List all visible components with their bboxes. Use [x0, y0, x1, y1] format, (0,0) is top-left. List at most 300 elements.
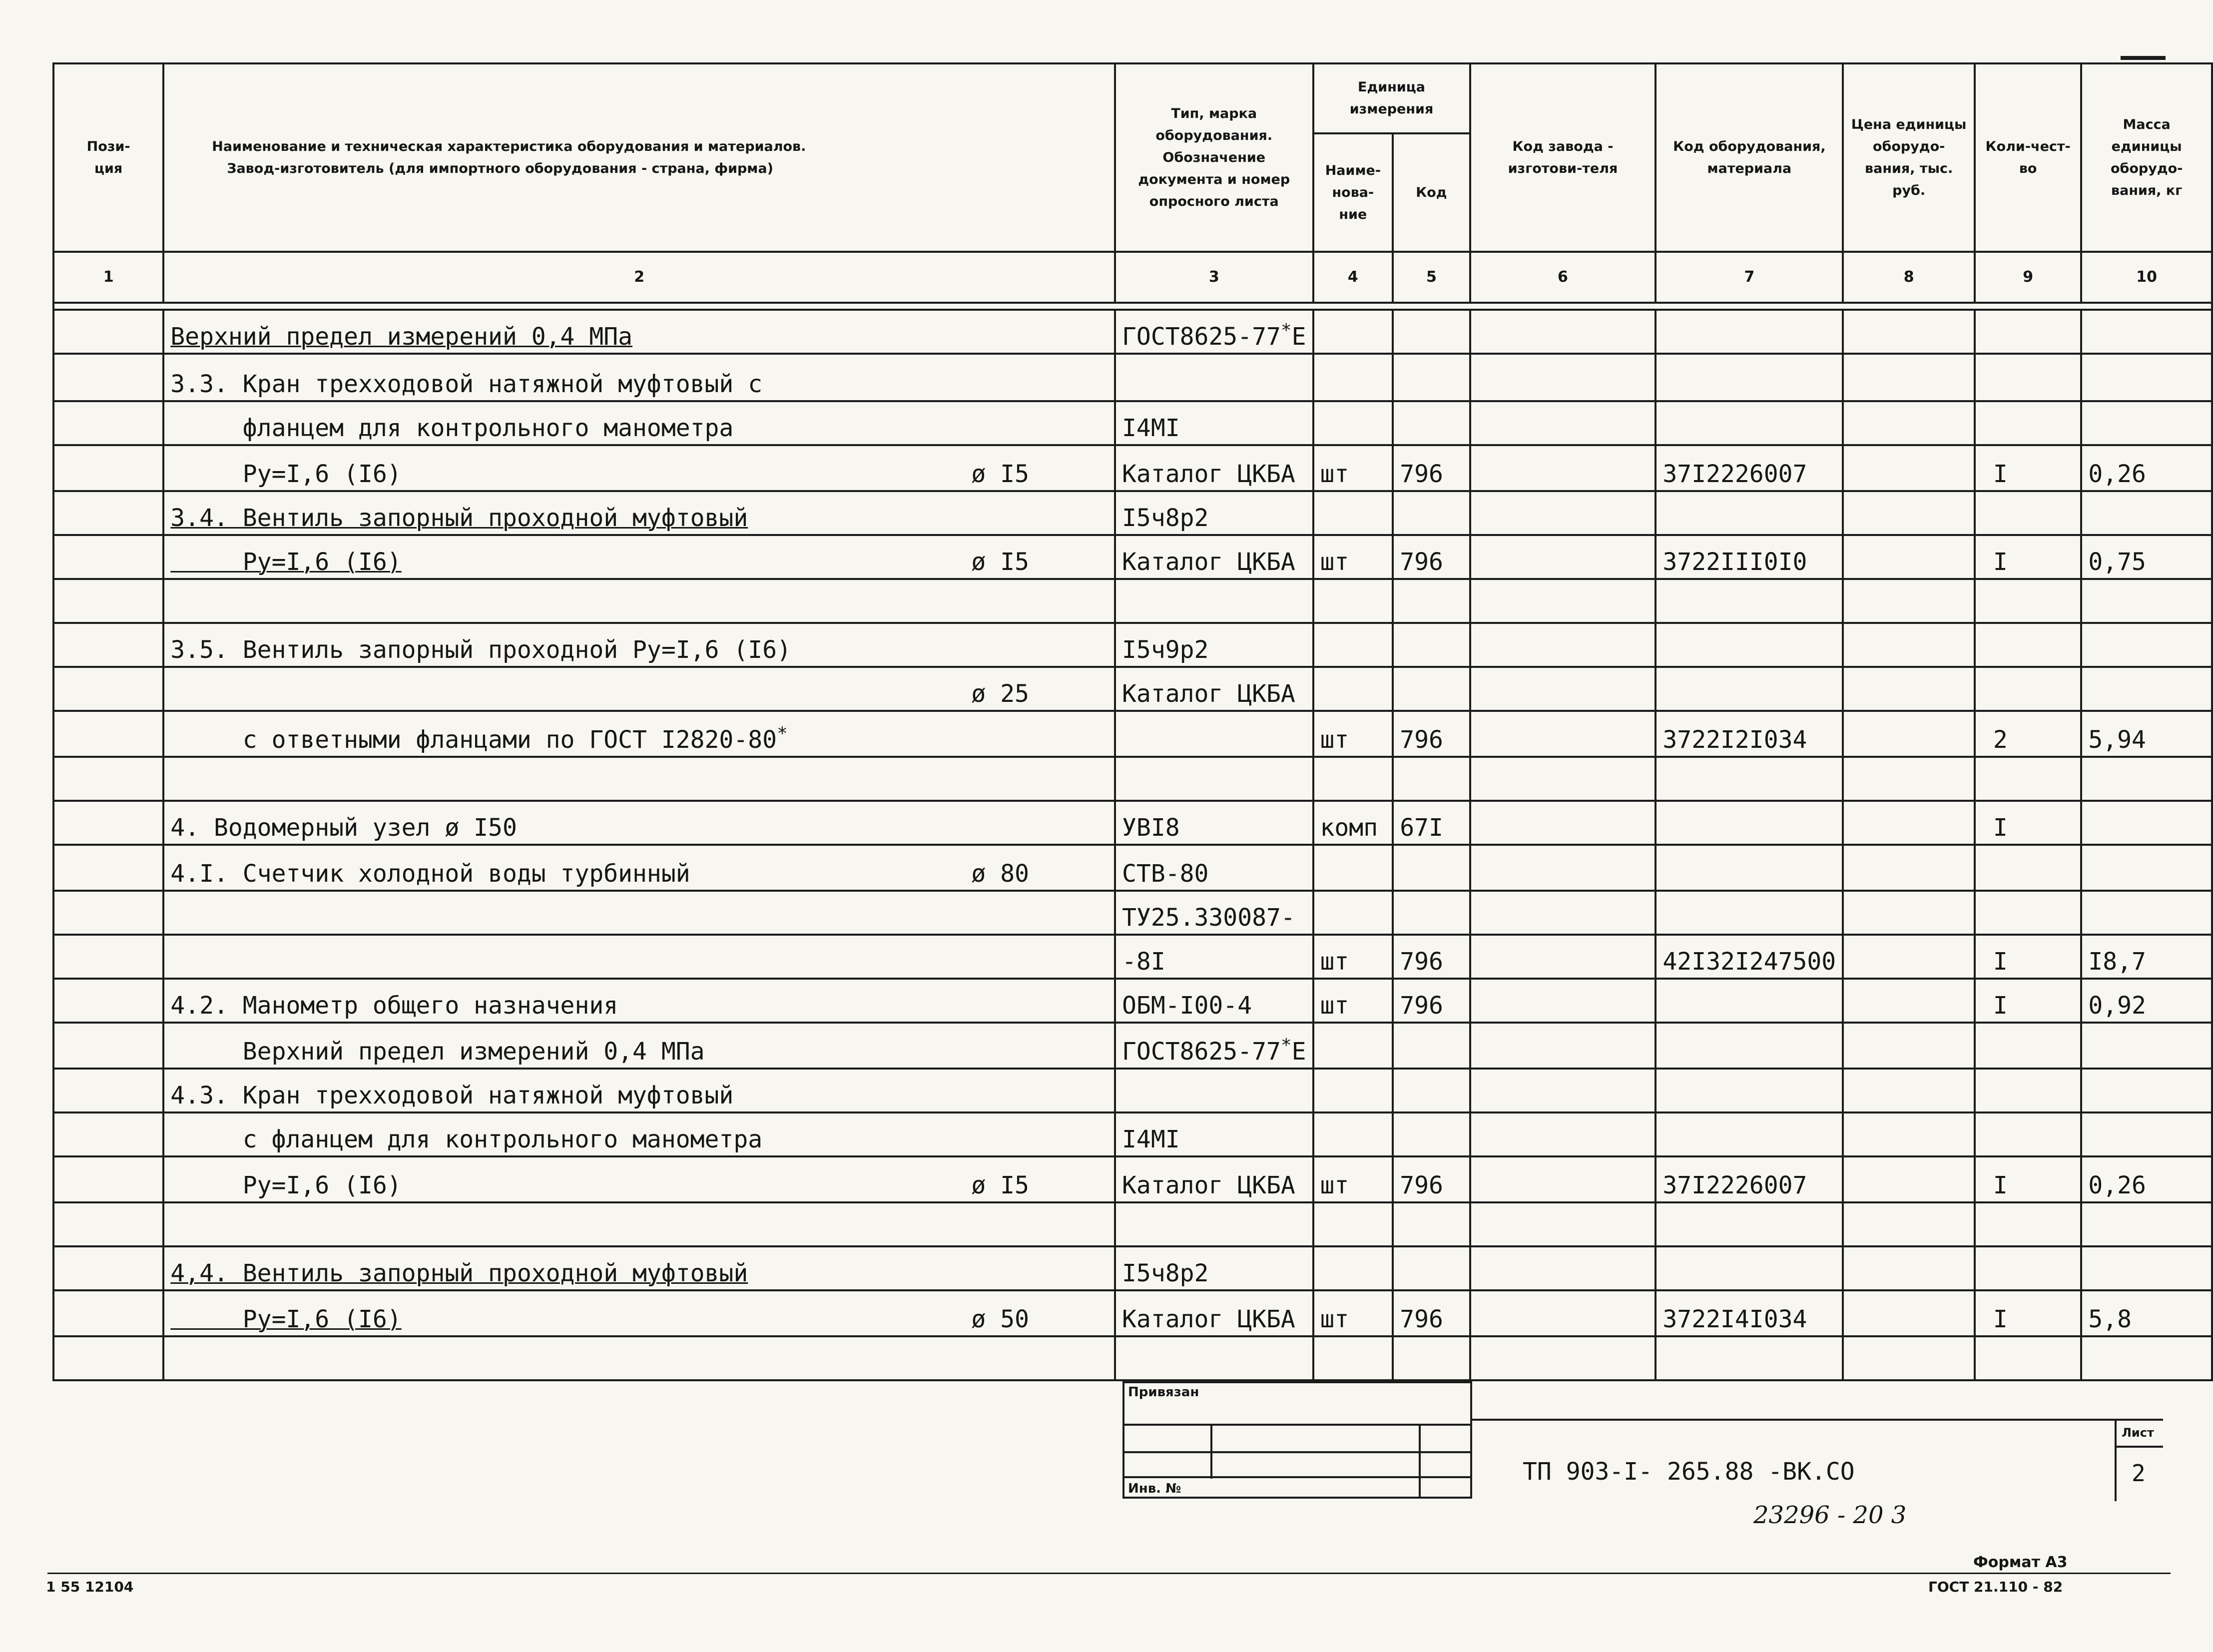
cell-position	[53, 711, 163, 757]
cell-name	[163, 1023, 1115, 1069]
header-equipment-code: Код оборудования, материала	[1656, 63, 1843, 252]
cell-unit-code	[1393, 1336, 1470, 1380]
cell-price	[1843, 891, 1975, 935]
cell-position	[53, 1112, 163, 1156]
cell-name	[163, 801, 1115, 845]
type-asterisk: *	[1280, 320, 1292, 341]
cell-quantity	[1975, 667, 2081, 711]
cell-unit-code	[1393, 757, 1470, 801]
cell-position	[53, 979, 163, 1023]
cell-quantity: I	[1975, 445, 2081, 491]
cell-unit-name	[1313, 354, 1393, 401]
cell-name	[163, 979, 1115, 1023]
type-text: -8I	[1122, 948, 1165, 976]
diameter-label: ø 80	[971, 860, 1030, 888]
cell-name	[163, 579, 1115, 623]
cell-unit-name	[1313, 891, 1393, 935]
table-row	[53, 757, 2212, 801]
cell-type	[1115, 891, 1313, 935]
header-mass: Масса единицы оборудо-вания, кг	[2081, 63, 2212, 252]
cell-unit-code	[1393, 623, 1470, 667]
cell-position	[53, 1069, 163, 1112]
header-quantity: Коли-чест-во	[1975, 63, 2081, 252]
cell-type	[1115, 491, 1313, 535]
item-name: с ответными фланцами по ГОСТ I2820-80	[170, 726, 777, 754]
diameter-label: ø I5	[971, 548, 1030, 576]
table-row	[53, 891, 2212, 935]
item-name: 3.5. Вентиль запорный проходной Ру=I,6 (I6)	[170, 636, 791, 664]
table-row	[53, 1023, 2212, 1069]
table-row	[53, 1112, 2212, 1156]
header-position: Пози- ция	[53, 63, 163, 252]
cell-factory-code	[1470, 401, 1656, 445]
cell-factory-code	[1470, 535, 1656, 579]
cell-unit-name	[1313, 845, 1393, 891]
table-row	[53, 401, 2212, 445]
document-designation: ТП 903-I- 265.88 -ВК.СО	[1523, 1458, 1855, 1486]
cell-type	[1115, 535, 1313, 579]
cell-equipment-code	[1656, 979, 1843, 1023]
table-row	[53, 801, 2212, 845]
cell-mass: 0,26	[2081, 445, 2212, 491]
item-name: 4.2. Манометр общего назначения	[170, 992, 618, 1020]
cell-mass	[2081, 1112, 2212, 1156]
cell-equipment-code: 3722I2I034	[1656, 711, 1843, 757]
cell-equipment-code	[1656, 1023, 1843, 1069]
cell-unit-name: шт	[1313, 935, 1393, 979]
cell-factory-code	[1470, 1112, 1656, 1156]
header-type: Тип, марка оборудования. Обозначение документа и номер опросного листа	[1115, 63, 1313, 252]
cell-name	[163, 757, 1115, 801]
type-text: I5ч9р2	[1122, 636, 1209, 664]
type-text: ГОСТ8625-77	[1122, 1038, 1281, 1066]
cell-name	[163, 1246, 1115, 1290]
footer-code: 1 55 12104	[46, 1579, 134, 1595]
cell-position	[53, 1202, 163, 1246]
cell-type	[1115, 757, 1313, 801]
cell-price	[1843, 1023, 1975, 1069]
specification-table	[52, 62, 2213, 1381]
cell-unit-code	[1393, 1112, 1470, 1156]
item-name: 4.I. Счетчик холодной воды турбинный	[170, 860, 690, 888]
cell-unit-name	[1313, 401, 1393, 445]
bottom-rule	[47, 1573, 2171, 1574]
diameter-label: ø I5	[971, 460, 1030, 488]
cell-unit-code	[1393, 1023, 1470, 1069]
table-row	[53, 935, 2212, 979]
cell-mass: I8,7	[2081, 935, 2212, 979]
cell-mass	[2081, 1069, 2212, 1112]
cell-position	[53, 1023, 163, 1069]
cell-price	[1843, 1246, 1975, 1290]
cell-type	[1115, 979, 1313, 1023]
cell-equipment-code	[1656, 401, 1843, 445]
cell-factory-code	[1470, 310, 1656, 354]
cell-unit-code: 796	[1393, 445, 1470, 491]
type-suffix: Е	[1291, 1038, 1306, 1066]
cell-quantity: I	[1975, 535, 2081, 579]
cell-factory-code	[1470, 711, 1656, 757]
cell-position	[53, 667, 163, 711]
cell-type	[1115, 579, 1313, 623]
table-row	[53, 354, 2212, 401]
cell-mass	[2081, 623, 2212, 667]
table-row	[53, 623, 2212, 667]
cell-position	[53, 310, 163, 354]
cell-mass	[2081, 667, 2212, 711]
header-name	[163, 63, 1115, 252]
cell-unit-code: 796	[1393, 535, 1470, 579]
cell-quantity: I	[1975, 1156, 2081, 1202]
sheet-number-box	[2115, 1419, 2163, 1501]
stamp-divider	[1472, 1419, 2115, 1421]
cell-mass	[2081, 757, 2212, 801]
header-name-line2: Завод-изготовитель (для импортного оборудования - страна, фирма)	[227, 160, 773, 176]
cell-unit-name	[1313, 667, 1393, 711]
cell-equipment-code	[1656, 1336, 1843, 1380]
cell-unit-name	[1313, 1023, 1393, 1069]
cell-price	[1843, 1156, 1975, 1202]
cell-mass: 0,92	[2081, 979, 2212, 1023]
item-name: Верхний предел измерений 0,4 МПа	[170, 323, 633, 351]
item-name: фланцем для контрольного манометра	[170, 414, 734, 442]
header-numbers	[53, 252, 2212, 303]
type-text: ТУ25.330087-	[1122, 904, 1295, 932]
col-number: 3	[1115, 252, 1313, 303]
type-text: I4MI	[1122, 1125, 1180, 1153]
cell-quantity: I	[1975, 1290, 2081, 1336]
cell-equipment-code	[1656, 1069, 1843, 1112]
cell-type	[1115, 935, 1313, 979]
table-row	[53, 1336, 2212, 1380]
cell-equipment-code	[1656, 1246, 1843, 1290]
cell-mass	[2081, 1023, 2212, 1069]
item-name: Верхний предел измерений 0,4 МПа	[170, 1038, 705, 1066]
cell-equipment-code	[1656, 354, 1843, 401]
cell-equipment-code: 3722III0I0	[1656, 535, 1843, 579]
item-name: 4.3. Кран трехходовой натяжной муфтовый	[170, 1082, 734, 1109]
cell-unit-code	[1393, 1202, 1470, 1246]
cell-price	[1843, 623, 1975, 667]
cell-factory-code	[1470, 757, 1656, 801]
cell-price	[1843, 445, 1975, 491]
cell-mass: 0,75	[2081, 535, 2212, 579]
item-name: Ру=I,6 (I6)	[170, 1171, 402, 1199]
cell-price	[1843, 1290, 1975, 1336]
cell-factory-code	[1470, 1156, 1656, 1202]
cell-name	[163, 491, 1115, 535]
stamp-divider	[1419, 1424, 1421, 1499]
cell-name	[163, 1336, 1115, 1380]
type-text: ОБМ-I00-4	[1122, 992, 1252, 1020]
cell-type	[1115, 623, 1313, 667]
cell-factory-code	[1470, 623, 1656, 667]
cell-price	[1843, 401, 1975, 445]
cell-name	[163, 891, 1115, 935]
cell-factory-code	[1470, 354, 1656, 401]
cell-factory-code	[1470, 491, 1656, 535]
handwritten-number: 23296 - 20 3	[1753, 1501, 1907, 1529]
cell-factory-code	[1470, 891, 1656, 935]
cell-type	[1115, 1112, 1313, 1156]
cell-factory-code	[1470, 845, 1656, 891]
cell-unit-code	[1393, 667, 1470, 711]
cell-type	[1115, 1290, 1313, 1336]
col-number: 1	[53, 252, 163, 303]
cell-mass	[2081, 579, 2212, 623]
cell-type	[1115, 845, 1313, 891]
cell-price	[1843, 801, 1975, 845]
cell-unit-code	[1393, 354, 1470, 401]
cell-name	[163, 445, 1115, 491]
cell-unit-name	[1313, 579, 1393, 623]
cell-mass	[2081, 891, 2212, 935]
cell-name	[163, 401, 1115, 445]
name-asterisk: *	[777, 723, 788, 744]
table-row	[53, 1290, 2212, 1336]
cell-position	[53, 845, 163, 891]
cell-mass	[2081, 310, 2212, 354]
cell-unit-name: шт	[1313, 979, 1393, 1023]
type-text: Каталог ЦКБА	[1122, 548, 1295, 576]
col-number: 2	[163, 252, 1115, 303]
cell-factory-code	[1470, 1023, 1656, 1069]
cell-unit-code: 796	[1393, 935, 1470, 979]
cell-unit-name	[1313, 491, 1393, 535]
cell-quantity	[1975, 401, 2081, 445]
cell-factory-code	[1470, 1069, 1656, 1112]
table-row	[53, 445, 2212, 491]
cell-quantity	[1975, 1069, 2081, 1112]
table-row	[53, 667, 2212, 711]
cell-factory-code	[1470, 801, 1656, 845]
cell-factory-code	[1470, 1290, 1656, 1336]
cell-name	[163, 310, 1115, 354]
cell-price	[1843, 535, 1975, 579]
cell-unit-code	[1393, 845, 1470, 891]
cell-unit-code: 796	[1393, 711, 1470, 757]
cell-equipment-code: 37I2226007	[1656, 445, 1843, 491]
cell-name	[163, 535, 1115, 579]
type-text: Каталог ЦКБА	[1122, 1171, 1295, 1199]
inventory-number-label: Инв. №	[1128, 1481, 1181, 1496]
col-number: 7	[1656, 252, 1843, 303]
cell-unit-code: 796	[1393, 1156, 1470, 1202]
cell-type	[1115, 1202, 1313, 1246]
cell-type	[1115, 445, 1313, 491]
cell-mass	[2081, 354, 2212, 401]
cell-unit-name: шт	[1313, 711, 1393, 757]
cell-name	[163, 935, 1115, 979]
cell-price	[1843, 979, 1975, 1023]
table-row	[53, 310, 2212, 354]
cell-position	[53, 935, 163, 979]
item-name: 3.3. Кран трехходовой натяжной муфтовый с	[170, 370, 763, 398]
cell-unit-code	[1393, 579, 1470, 623]
cell-type	[1115, 310, 1313, 354]
header-factory-code: Код завода - изготови-теля	[1470, 63, 1656, 252]
cell-unit-name: комп	[1313, 801, 1393, 845]
cell-position	[53, 623, 163, 667]
cell-quantity	[1975, 1336, 2081, 1380]
table-row	[53, 535, 2212, 579]
cell-unit-code	[1393, 1246, 1470, 1290]
cell-position	[53, 801, 163, 845]
header-price: Цена единицы оборудо-вания, тыс. руб.	[1843, 63, 1975, 252]
type-suffix: Е	[1291, 323, 1306, 351]
header-name-line1: Наименование и техническая характеристика оборудования и материалов.	[212, 138, 806, 154]
cell-factory-code	[1470, 445, 1656, 491]
cell-position	[53, 1290, 163, 1336]
col-number: 10	[2081, 252, 2212, 303]
cell-position	[53, 491, 163, 535]
table-row	[53, 1202, 2212, 1246]
cell-quantity	[1975, 623, 2081, 667]
cell-price	[1843, 310, 1975, 354]
sheet-number: 2	[2132, 1460, 2146, 1487]
cell-type	[1115, 667, 1313, 711]
format-label: Формат А3	[1973, 1554, 2068, 1571]
cell-price	[1843, 845, 1975, 891]
cell-price	[1843, 935, 1975, 979]
header-unit-group: Единица измерения	[1313, 63, 1470, 133]
cell-unit-code: 67I	[1393, 801, 1470, 845]
cell-price	[1843, 757, 1975, 801]
cell-equipment-code	[1656, 801, 1843, 845]
cell-price	[1843, 354, 1975, 401]
cell-name	[163, 845, 1115, 891]
type-text: I5ч8р2	[1122, 504, 1209, 532]
cell-mass	[2081, 401, 2212, 445]
cell-unit-name	[1313, 757, 1393, 801]
cell-position	[53, 401, 163, 445]
cell-quantity: 2	[1975, 711, 2081, 757]
cell-quantity: I	[1975, 935, 2081, 979]
cell-factory-code	[1470, 1202, 1656, 1246]
table-row	[53, 1069, 2212, 1112]
cell-quantity	[1975, 845, 2081, 891]
sheet-label: Лист	[2122, 1426, 2154, 1440]
cell-equipment-code: 42I32I247500	[1656, 935, 1843, 979]
cell-type	[1115, 1336, 1313, 1380]
cell-unit-name	[1313, 623, 1393, 667]
cell-price	[1843, 1112, 1975, 1156]
col-number: 6	[1470, 252, 1656, 303]
cell-position	[53, 535, 163, 579]
cell-equipment-code	[1656, 1112, 1843, 1156]
cell-price	[1843, 667, 1975, 711]
cell-unit-name	[1313, 1112, 1393, 1156]
linked-label: Привязан	[1128, 1385, 1199, 1400]
item-name: 4. Водомерный узел ø I50	[170, 814, 517, 842]
type-text: I4MI	[1122, 414, 1180, 442]
cell-type	[1115, 711, 1313, 757]
cell-name	[163, 1112, 1115, 1156]
cell-quantity	[1975, 1112, 2081, 1156]
cell-position	[53, 1156, 163, 1202]
col-number: 5	[1393, 252, 1470, 303]
cell-quantity	[1975, 1202, 2081, 1246]
cell-mass	[2081, 1246, 2212, 1290]
cell-price	[1843, 1336, 1975, 1380]
cell-type	[1115, 1246, 1313, 1290]
cell-position	[53, 1336, 163, 1380]
cell-equipment-code	[1656, 891, 1843, 935]
cell-mass	[2081, 491, 2212, 535]
table-row	[53, 1156, 2212, 1202]
cell-unit-name: шт	[1313, 445, 1393, 491]
diameter-label: ø I5	[971, 1171, 1030, 1199]
type-asterisk: *	[1280, 1035, 1292, 1056]
cell-price	[1843, 1069, 1975, 1112]
cell-quantity	[1975, 757, 2081, 801]
cell-name	[163, 1069, 1115, 1112]
cell-name	[163, 1290, 1115, 1336]
cell-unit-name	[1313, 1069, 1393, 1112]
cell-name	[163, 354, 1115, 401]
cell-equipment-code	[1656, 579, 1843, 623]
cell-quantity	[1975, 1023, 2081, 1069]
cell-mass: 5,94	[2081, 711, 2212, 757]
cell-quantity	[1975, 891, 2081, 935]
cell-quantity: I	[1975, 801, 2081, 845]
cell-unit-name	[1313, 1202, 1393, 1246]
cell-price	[1843, 491, 1975, 535]
cell-type	[1115, 401, 1313, 445]
cell-factory-code	[1470, 667, 1656, 711]
table-row	[53, 1246, 2212, 1290]
cell-unit-name: шт	[1313, 1156, 1393, 1202]
type-text: Каталог ЦКБА	[1122, 1305, 1295, 1333]
cell-mass	[2081, 1336, 2212, 1380]
table-row	[53, 711, 2212, 757]
cell-unit-name	[1313, 310, 1393, 354]
type-text: СТВ-80	[1122, 860, 1209, 888]
cell-name	[163, 1202, 1115, 1246]
cell-type	[1115, 1069, 1313, 1112]
cell-price	[1843, 1202, 1975, 1246]
cell-unit-code	[1393, 1069, 1470, 1112]
cell-equipment-code	[1656, 491, 1843, 535]
cell-type	[1115, 801, 1313, 845]
type-text: I5ч8р2	[1122, 1259, 1209, 1287]
cell-unit-name	[1313, 1336, 1393, 1380]
cell-unit-name: шт	[1313, 535, 1393, 579]
cell-factory-code	[1470, 935, 1656, 979]
col-number: 4	[1313, 252, 1393, 303]
cell-quantity	[1975, 310, 2081, 354]
item-name: 4,4. Вентиль запорный проходной муфтовый	[170, 1259, 748, 1287]
cell-factory-code	[1470, 1336, 1656, 1380]
cell-unit-code	[1393, 491, 1470, 535]
cell-factory-code	[1470, 979, 1656, 1023]
cell-equipment-code	[1656, 667, 1843, 711]
corner-mark	[2121, 56, 2166, 60]
cell-type	[1115, 1156, 1313, 1202]
cell-equipment-code: 3722I4I034	[1656, 1290, 1843, 1336]
cell-quantity	[1975, 354, 2081, 401]
item-name: 3.4. Вентиль запорный проходной муфтовый	[170, 504, 748, 532]
type-text: Каталог ЦКБА	[1122, 680, 1295, 708]
cell-position	[53, 891, 163, 935]
table-body	[53, 310, 2212, 1380]
cell-unit-code	[1393, 401, 1470, 445]
cell-factory-code	[1470, 579, 1656, 623]
cell-quantity	[1975, 1246, 2081, 1290]
cell-price	[1843, 579, 1975, 623]
cell-name	[163, 623, 1115, 667]
item-name: Ру=I,6 (I6)	[170, 460, 402, 488]
